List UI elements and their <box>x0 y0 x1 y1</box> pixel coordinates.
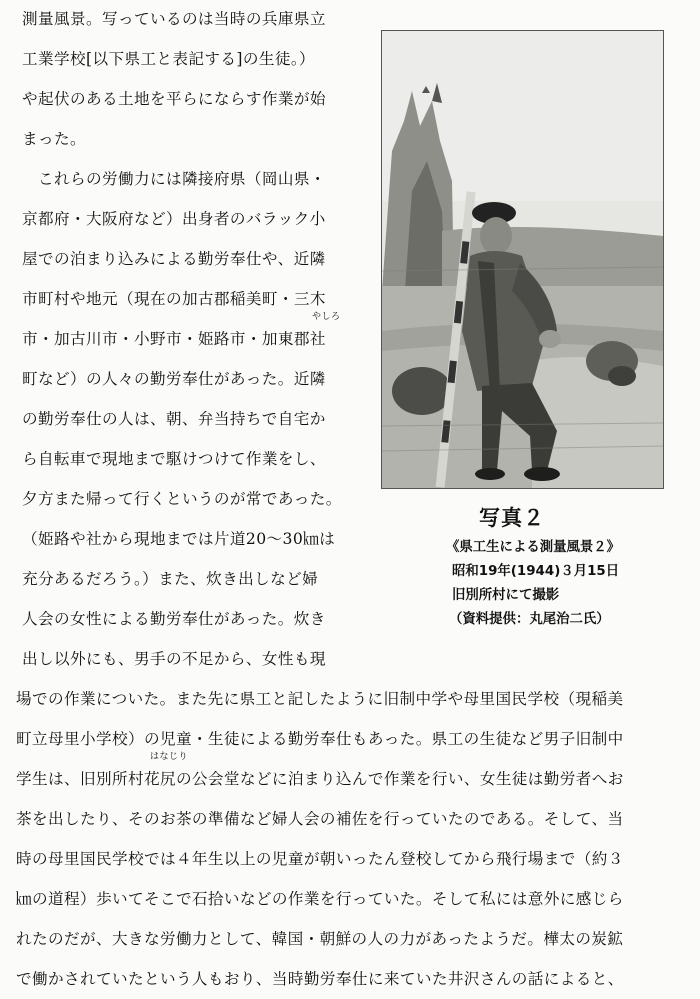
text-line: や起伏のある土地を平らにならす作業が始 <box>22 90 326 108</box>
ruby-annotation: やしろ <box>312 312 341 322</box>
text-line: 市町村や地元（現在の加古郡稲美町・三木 <box>22 290 326 308</box>
text-line: 町など）の人々の勤労奉仕があった。近隣 <box>22 370 326 388</box>
text-line: れたのだが、大きな労働力として、韓国・朝鮮の人の力があったようだ。樺太の炭鉱 <box>16 930 624 948</box>
text-line: 市・加古川市・小野市・姫路市・加東郡社 <box>22 330 326 348</box>
caption-date: 昭和19年(1944)３月15日 <box>452 564 620 579</box>
photo-image <box>382 31 663 488</box>
text-line: 夕方また帰って行くというのが常であった。 <box>22 490 342 508</box>
text-line: の勤労奉仕の人は、朝、弁当持ちで自宅か <box>22 410 326 428</box>
text-line: で働かされていたという人もおり、当時勤労奉仕に来ていた井沢さんの話によると、 <box>16 970 624 988</box>
historical-photo <box>381 30 664 489</box>
text-line: 充分あるだろう。）また、炊き出しなど婦 <box>22 570 319 588</box>
caption-place: 旧別所村にて撮影 <box>452 588 560 603</box>
text-line: 茶を出したり、そのお茶の準備など婦人会の補佐を行っていたのである。そして、当 <box>16 810 624 828</box>
text-line: ら自転車で現地まで駆けつけて作業をし、 <box>22 450 326 468</box>
caption-credit: （資料提供：丸尾治二氏） <box>449 612 610 627</box>
text-line: （姫路や社から現地までは片道20～30㎞は <box>22 530 336 548</box>
text-line: 時の母里国民学校では４年生以上の児童が朝いったん登校してから飛行場まで（約３ <box>16 850 624 868</box>
text-line: ㎞の道程）歩いてそこで石拾いなどの作業を行っていた。そして私には意外に感じら <box>16 890 624 908</box>
text-line: 屋での泊まり込みによる勤労奉仕や、近隣 <box>22 250 326 268</box>
text-line: 出し以外にも、男手の不足から、女性も現 <box>22 650 326 668</box>
ruby-annotation: はなじり <box>150 752 189 762</box>
caption-title: 写真２ <box>479 506 545 530</box>
text-line: 京都府・大阪府など）出身者のバラック小 <box>22 210 326 228</box>
caption-subtitle: 《県工生による測量風景２》 <box>446 540 621 555</box>
text-line: 工業学校[以下県工と表記する]の生徒。） <box>22 50 316 68</box>
text-line: 測量風景。写っているのは当時の兵庫県立 <box>22 10 326 28</box>
text-line: 学生は、旧別所村花尻の公会堂などに泊まり込んで作業を行い、女生徒は勤労者へお <box>16 770 624 788</box>
text-line: これらの労働力には隣接府県（岡山県・ <box>22 170 326 188</box>
text-line: まった。 <box>22 130 86 148</box>
text-line: 人会の女性による勤労奉仕があった。炊き <box>22 610 326 628</box>
text-line: 場での作業についた。また先に県工と記したように旧制中学や母里国民学校（現稲美 <box>16 690 624 708</box>
text-line: 町立母里小学校）の児童・生徒による勤労奉仕もあった。県工の生徒など男子旧制中 <box>16 730 624 748</box>
